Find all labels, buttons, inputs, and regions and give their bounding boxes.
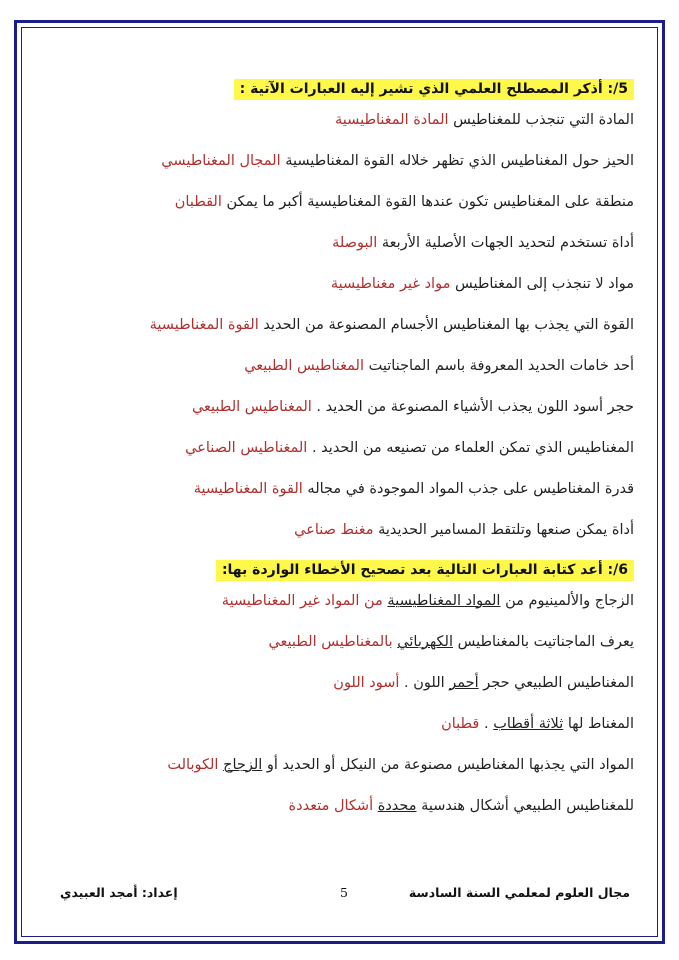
- list-item: [48, 356, 634, 397]
- item-correction: أشكال متعددة: [288, 798, 374, 814]
- item-error-underlined: ثلاثة أقطاب: [493, 716, 564, 732]
- item-answer: مواد غير مغناطيسية: [330, 276, 451, 292]
- item-answer: مغنط صناعي: [294, 522, 374, 538]
- list-item: [48, 479, 634, 520]
- item-answer: المغناطيس الطبيعي: [244, 358, 365, 374]
- list-item: [48, 233, 634, 274]
- footer-author: إعداد: أمجد العبيدي: [60, 885, 178, 900]
- section-5-heading: 5/: أذكر المصطلح العلمي الذي تشير إليه العبارات الآتية :: [234, 79, 634, 100]
- item-text: مواد لا تنجذب إلى المغناطيس: [450, 276, 634, 292]
- item-text: المغناطيس الذي تمكن العلماء من تصنيعه من الحديد .: [307, 440, 634, 456]
- item-text: أداة يمكن صنعها وتلتقط المسامير الحديدية: [373, 522, 634, 538]
- item-text: قدرة المغناطيس على جذب المواد الموجودة في مجاله: [302, 481, 634, 497]
- item-correction: أسود اللون: [333, 675, 400, 691]
- item-text: حجر أسود اللون يجذب الأشياء المصنوعة من الحديد .: [311, 399, 634, 415]
- item-text: أداة تستخدم لتحديد الجهات الأصلية الأربعة: [377, 235, 634, 251]
- item-answer: المغناطيس الطبيعي: [191, 399, 312, 415]
- list-item: [48, 673, 634, 714]
- item-correction: قطبان: [441, 716, 480, 732]
- item-text-before: يعرف الماجناتيت بالمغناطيس: [453, 634, 634, 650]
- list-item: [48, 110, 634, 151]
- list-item: [48, 438, 634, 479]
- page-footer: [50, 885, 630, 907]
- list-item: [48, 714, 634, 755]
- item-text: أحد خامات الحديد المعروفة باسم الماجناتيت: [364, 358, 634, 374]
- item-correction: الكوبالت: [167, 757, 219, 773]
- item-error-underlined: الكهربائي: [397, 634, 453, 650]
- item-text-before: الزجاج والألمينيوم من: [500, 593, 634, 609]
- list-item: [48, 315, 634, 356]
- section-5: [48, 78, 634, 561]
- item-answer: البوصلة: [332, 235, 378, 251]
- item-text: القوة التي يجذب بها المغناطيس الأجسام المصنوعة من الحديد: [258, 317, 634, 333]
- section-5-list: [48, 110, 634, 561]
- item-text-before: للمغناطيس الطبيعي أشكال هندسية: [416, 798, 634, 814]
- item-answer: القوة المغناطيسية: [193, 481, 303, 497]
- section-6: [48, 559, 634, 837]
- item-error-underlined: الزجاج: [223, 757, 263, 773]
- item-error-underlined: أحمر: [449, 675, 479, 691]
- list-item: [48, 192, 634, 233]
- list-item: [48, 796, 634, 837]
- list-item: [48, 591, 634, 632]
- item-answer: القوة المغناطيسية: [149, 317, 259, 333]
- item-text: الحيز حول المغناطيس الذي تظهر خلاله القوة المغناطيسية: [280, 153, 634, 169]
- worksheet-content: [48, 78, 634, 837]
- list-item: [48, 520, 634, 561]
- item-text-before: المغناط لها: [563, 716, 634, 732]
- list-item: [48, 397, 634, 438]
- list-item: [48, 632, 634, 673]
- item-correction: بالمغناطيس الطبيعي: [268, 634, 393, 650]
- item-text-after: اللون .: [399, 675, 450, 691]
- item-text: منطقة على المغناطيس تكون عندها القوة المغناطيسية أكبر ما يمكن: [221, 194, 634, 210]
- item-text-after: .: [479, 716, 494, 732]
- item-answer: القطبان: [174, 194, 222, 210]
- item-error-underlined: محددة: [377, 798, 417, 814]
- footer-page-number: 5: [340, 885, 348, 900]
- item-text: المادة التي تنجذب للمغناطيس: [448, 112, 634, 128]
- item-error-underlined: المواد المغناطيسية: [387, 593, 501, 609]
- item-answer: المغناطيس الصناعي: [185, 440, 308, 456]
- item-text-before: المواد التي يجذبها المغناطيس مصنوعة من النيكل أو الحديد أو: [262, 757, 634, 773]
- footer-subject: مجال العلوم لمعلمي السنة السادسة: [408, 885, 630, 900]
- list-item: [48, 274, 634, 315]
- item-correction: من المواد غير المغناطيسية: [221, 593, 383, 609]
- item-answer: المجال المغناطيسي: [161, 153, 281, 169]
- item-text-before: المغناطيس الطبيعي حجر: [478, 675, 634, 691]
- list-item: [48, 151, 634, 192]
- item-answer: المادة المغناطيسية: [334, 112, 449, 128]
- list-item: [48, 755, 634, 796]
- section-6-heading: 6/: أعد كتابة العبارات التالية بعد تصحيح الأخطاء الواردة بها:: [216, 560, 634, 581]
- section-6-list: [48, 591, 634, 837]
